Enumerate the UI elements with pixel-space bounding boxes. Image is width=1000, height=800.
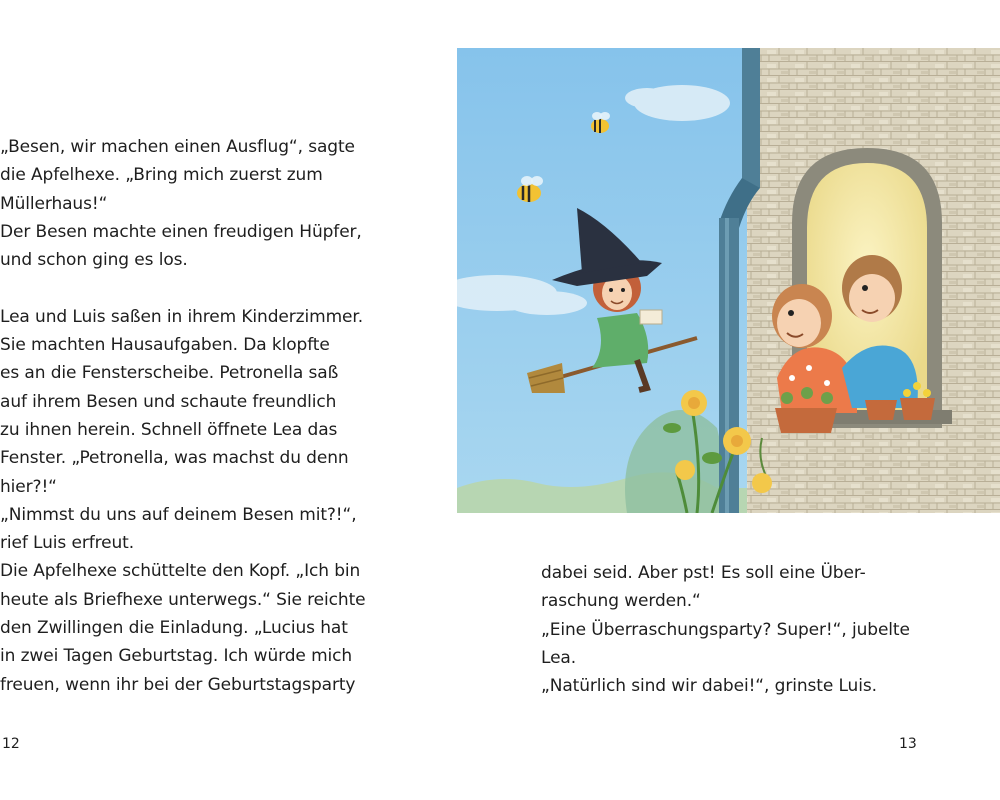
text-line: Lea und Luis saßen in ihrem Kinderzimmer. xyxy=(0,306,364,327)
text-line: auf ihrem Besen und schaute freundlich xyxy=(0,391,337,412)
text-line: und schon ging es los. xyxy=(0,250,188,271)
text-line: Müllerhaus!“ xyxy=(0,193,108,214)
text-line: Lea. xyxy=(541,647,577,668)
text-line: dabei seid. Aber pst! Es soll eine Über- xyxy=(541,563,866,583)
page-number-left: 12 xyxy=(2,736,20,752)
text-line: „Besen, wir machen einen Ausflug“, sagte xyxy=(0,137,355,157)
text-line: heute als Briefhexe unterwegs.“ Sie reichte xyxy=(0,589,366,610)
text-line: in zwei Tagen Geburtstag. Ich würde mich xyxy=(0,646,353,667)
text-line: den Zwillingen die Einladung. „Lucius hat xyxy=(0,618,348,639)
page-number-right: 13 xyxy=(899,736,917,752)
bee xyxy=(591,112,610,133)
text-line: Fenster. „Petronella, was machst du denn xyxy=(0,448,349,469)
witch-illustration xyxy=(457,48,1000,513)
text-line: Der Besen machte einen freudigen Hüpfer, xyxy=(0,221,362,242)
paragraph-gap xyxy=(0,274,366,302)
text-line: freuen, wenn ihr bei der Geburtstagsparty xyxy=(0,674,356,695)
left-page-text xyxy=(0,133,366,699)
text-line: zu ihnen herein. Schnell öffnete Lea das xyxy=(0,419,338,440)
text-line: es an die Fensterscheibe. Petronella saß xyxy=(0,363,339,384)
right-page-text xyxy=(541,559,910,700)
text-line: Die Apfelhexe schüttelte den Kopf. „Ich bin xyxy=(0,561,361,582)
text-line: raschung werden.“ xyxy=(541,591,701,612)
text-line: hier?!“ xyxy=(0,476,57,497)
text-line: „Eine Überraschungsparty? Super!“, jubelte xyxy=(541,619,910,640)
text-line: „Natürlich sind wir dabei!“, grinste Luis. xyxy=(541,676,877,697)
text-line: Sie machten Hausaufgaben. Da klopfte xyxy=(0,335,330,356)
text-line: die Apfelhexe. „Bring mich zuerst zum xyxy=(0,165,323,186)
text-line: rief Luis erfreut. xyxy=(0,533,135,554)
text-line: „Nimmst du uns auf deinem Besen mit?!“, xyxy=(0,504,357,525)
